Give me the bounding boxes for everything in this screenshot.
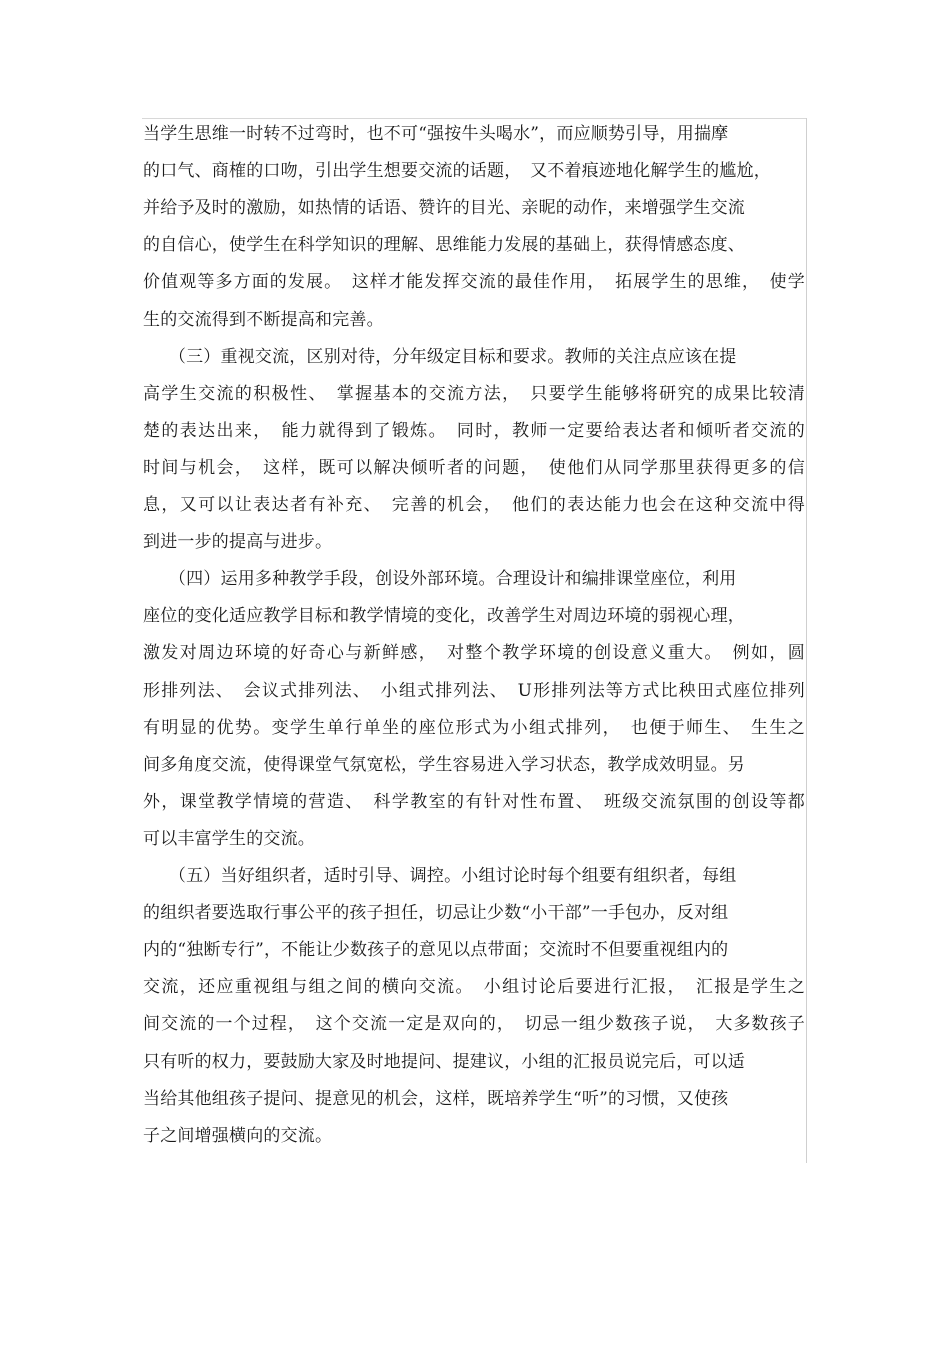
page-border-right [806, 118, 807, 1163]
text-line: 间多角度交流，使得课堂气氛宽松，学生容易进入学习状态，教学成效明显。另 [143, 755, 745, 775]
text-line: 的口气、商榷的口吻，引出学生想要交流的话题， 又不着痕迹地化解学生的尴尬， [143, 161, 771, 181]
text-line: 息，又可以让表达者有补充、 完善的机会， 他们的表达能力也会在这种交流中得 [143, 495, 805, 515]
text-line: 外，课堂教学情境的营造、 科学教室的有针对性布置、 班级交流氛围的创设等都 [143, 792, 805, 812]
text-line: 形排列法、 会议式排列法、 小组式排列法、 U形排列法等方式比秧田式座位排列 [143, 681, 805, 701]
text-line: 当给其他组孩子提问、提意见的机会，这样，既培养学生“听”的习惯，又使孩 [143, 1089, 729, 1109]
text-line: 激发对周边环境的好奇心与新鲜感， 对整个教学环境的创设意义重大。 例如，圆 [143, 643, 805, 663]
text-line: 交流，还应重视组与组之间的横向交流。 小组讨论后要进行汇报， 汇报是学生之 [143, 977, 805, 997]
page-border-top [142, 118, 807, 119]
text-line: 只有听的权力，要鼓励大家及时地提问、提建议，小组的汇报员说完后，可以适 [143, 1052, 745, 1072]
text-line: 内的“独断专行”，不能让少数孩子的意见以点带面；交流时不但要重视组内的 [143, 940, 729, 960]
text-line: 可以丰富学生的交流。 [143, 829, 315, 849]
text-line: 的组织者要选取行事公平的孩子担任，切忌让少数“小干部”一手包办，反对组 [143, 903, 729, 923]
text-line: 楚的表达出来， 能力就得到了锻炼。 同时，教师一定要给表达者和倾听者交流的 [143, 421, 805, 441]
text-line: 当学生思维一时转不过弯时，也不可“强按牛头喝水”，而应顺势引导，用揣摩 [143, 124, 729, 144]
text-line: （四）运用多种教学手段，创设外部环境。合理设计和编排课堂座位，利用 [143, 569, 737, 589]
text-line: 有明显的优势。变学生单行单坐的座位形式为小组式排列， 也便于师生、 生生之 [143, 718, 805, 738]
text-line: 子之间增强横向的交流。 [143, 1126, 333, 1146]
text-line: 时间与机会， 这样，既可以解决倾听者的问题， 使他们从同学那里获得更多的信 [143, 458, 805, 478]
text-line: 到进一步的提高与进步。 [143, 532, 333, 552]
text-line: 的自信心，使学生在科学知识的理解、思维能力发展的基础上，获得情感态度、 [143, 235, 745, 255]
text-line: 并给予及时的激励，如热情的话语、赞许的目光、亲昵的动作，来增强学生交流 [143, 198, 745, 218]
text-line: 座位的变化适应教学目标和教学情境的变化，改善学生对周边环境的弱视心理， [143, 606, 745, 626]
text-line: 价值观等多方面的发展。 这样才能发挥交流的最佳作用， 拓展学生的思维， 使学 [143, 272, 805, 292]
text-line: 间交流的一个过程， 这个交流一定是双向的， 切忌一组少数孩子说， 大多数孩子 [143, 1014, 805, 1034]
text-line: 生的交流得到不断提高和完善。 [143, 310, 384, 330]
text-line: 高学生交流的积极性、 掌握基本的交流方法， 只要学生能够将研究的成果比较清 [143, 384, 805, 404]
text-line: （五）当好组织者，适时引导、调控。小组讨论时每个组要有组织者，每组 [143, 866, 737, 886]
text-line: （三）重视交流，区别对待，分年级定目标和要求。教师的关注点应该在提 [143, 347, 737, 367]
